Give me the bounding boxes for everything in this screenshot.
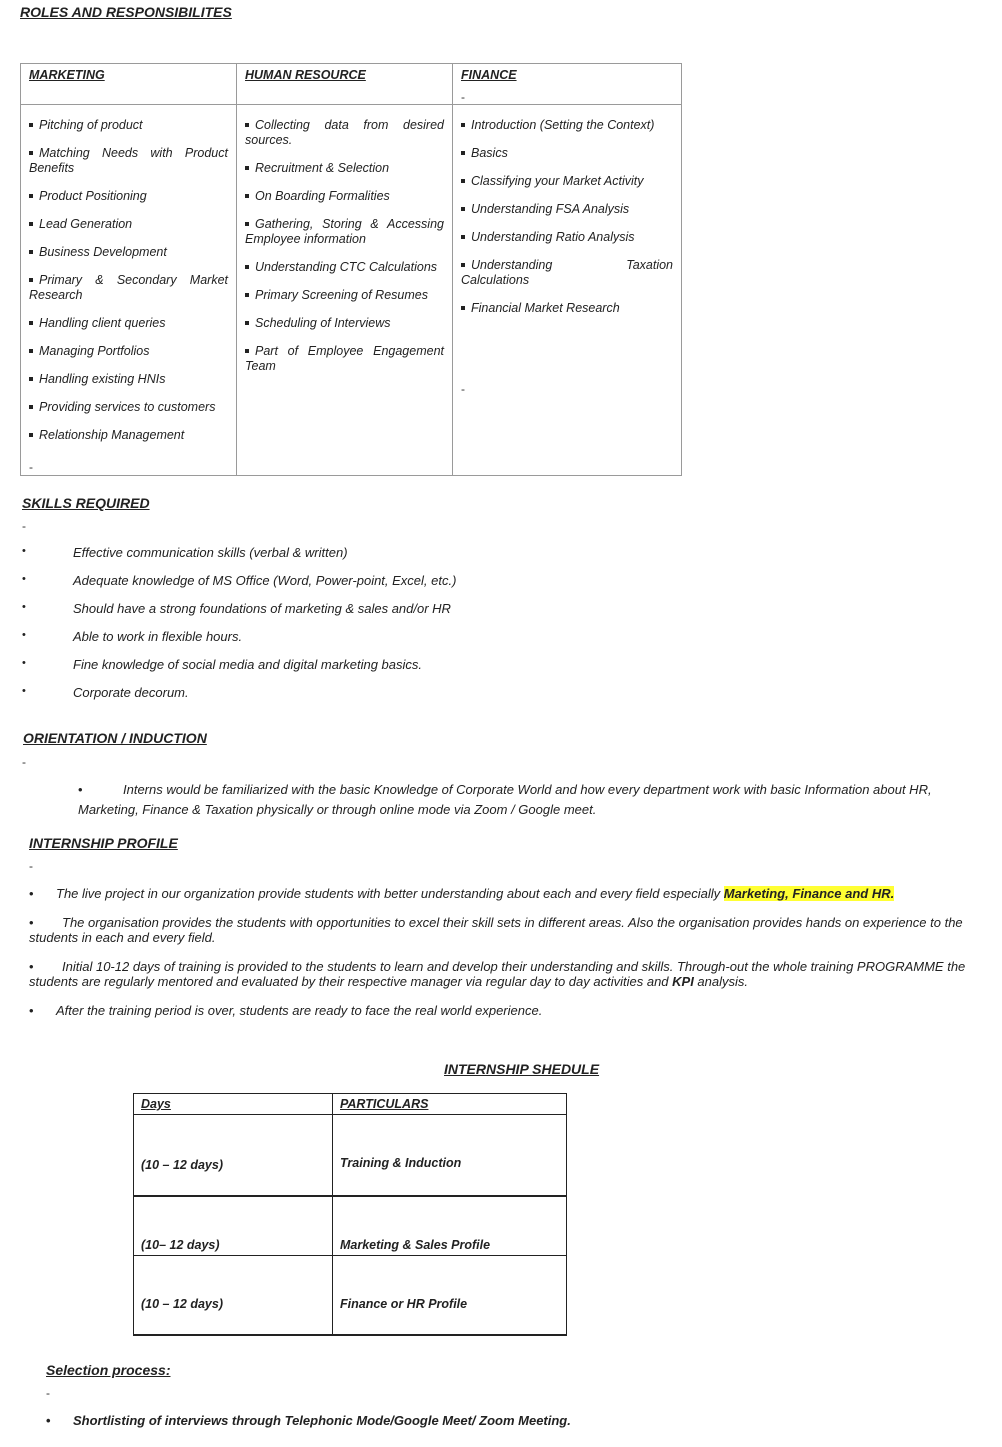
selection-item-1: Shortlisting of interviews through Telephonic Mode/Google Meet/ Zoom Meeting. <box>73 1413 571 1428</box>
finance-item-text: Understanding FSA Analysis <box>471 202 630 216</box>
roles-title: ROLES AND RESPONSIBILITES <box>20 4 232 20</box>
finance-dash-top: - <box>461 90 465 104</box>
profile-p1-text: The live project in our organization provide students with better understanding about each and every field especially <box>56 886 724 901</box>
square-bullet-icon <box>29 349 33 353</box>
skill-bullet-icon: • <box>22 601 26 613</box>
skill-item: Fine knowledge of social media and digital marketing basics. <box>73 657 423 672</box>
square-bullet-icon <box>29 151 33 155</box>
square-bullet-icon <box>29 278 33 282</box>
marketing-dash: - <box>29 460 33 474</box>
finance-list <box>461 118 673 329</box>
finance-item <box>461 118 673 133</box>
schedule-header-days: Days <box>141 1097 171 1111</box>
selection-bullet: • <box>46 1413 51 1428</box>
skill-bullet-icon: • <box>22 545 26 557</box>
marketing-item <box>29 428 228 443</box>
marketing-list <box>29 118 228 456</box>
square-bullet-icon <box>29 405 33 409</box>
skill-item: Should have a strong foundations of marketing & sales and/or HR <box>73 601 451 616</box>
profile-p3-kpi: KPI <box>672 974 694 989</box>
marketing-item <box>29 344 228 359</box>
skill-bullet-icon: • <box>22 629 26 641</box>
profile-p2-line-2: students in each and every field. <box>29 930 216 945</box>
hr-item-text: On Boarding Formalities <box>255 189 390 203</box>
hr-item-text: Primary Screening of Resumes <box>255 288 428 302</box>
finance-item-text: Financial Market Research <box>471 301 620 315</box>
skill-bullet-icon: • <box>22 685 26 697</box>
schedule-row-2-days: (10– 12 days) <box>141 1238 220 1252</box>
skill-item: Corporate decorum. <box>73 685 189 700</box>
marketing-item <box>29 146 228 176</box>
finance-dash-bottom: - <box>461 382 465 396</box>
marketing-item <box>29 273 228 303</box>
orientation-bullet: • <box>78 782 83 797</box>
marketing-item-text: Managing Portfolios <box>39 344 150 358</box>
marketing-item-text: Relationship Management <box>39 428 185 442</box>
skill-item: Effective communication skills (verbal & written) <box>73 545 348 560</box>
hr-item <box>245 217 444 247</box>
marketing-item <box>29 217 228 232</box>
marketing-item-text: Primary & Secondary Market Research <box>29 273 228 302</box>
orientation-title: ORIENTATION / INDUCTION <box>23 730 207 746</box>
square-bullet-icon <box>29 433 33 437</box>
schedule-row-divider-1 <box>134 1195 566 1197</box>
selection-title: Selection process: <box>46 1362 171 1378</box>
schedule-header-divider <box>134 1114 566 1115</box>
skill-bullet-icon: • <box>22 573 26 585</box>
hr-item-text: Recruitment & Selection <box>255 161 390 175</box>
profile-p3-line-1: Initial 10-12 days of training is provided to the students to learn and develop their understanding and skills. Through-out the whole training PROGRAMME the <box>62 959 966 974</box>
square-bullet-icon <box>245 321 249 325</box>
hr-item-text: Scheduling of Interviews <box>255 316 391 330</box>
finance-item <box>461 258 673 288</box>
schedule-column-divider <box>332 1094 333 1334</box>
hr-list <box>245 118 444 387</box>
hr-item-text: Part of Employee Engagement Team <box>245 344 444 373</box>
hr-item <box>245 118 444 148</box>
hr-item <box>245 316 444 331</box>
orientation-line-1: Interns would be familiarized with the basic Knowledge of Corporate World and how every department work with basic Information about HR, <box>123 782 932 797</box>
square-bullet-icon <box>29 194 33 198</box>
profile-bullet-2: • <box>29 915 34 930</box>
square-bullet-icon <box>29 250 33 254</box>
marketing-item <box>29 372 228 387</box>
schedule-table <box>133 1093 567 1336</box>
hr-item-text: Understanding CTC Calculations <box>255 260 438 274</box>
square-bullet-icon <box>245 222 249 226</box>
marketing-item-text: Pitching of product <box>39 118 143 132</box>
hr-item <box>245 161 444 176</box>
square-bullet-icon <box>29 222 33 226</box>
marketing-item <box>29 245 228 260</box>
schedule-title: INTERNSHIP SHEDULE <box>444 1061 600 1077</box>
profile-p3-pre: students are regularly mentored and evaluated by their respective manager via regular day to day activities and <box>29 974 673 989</box>
schedule-row-3-particulars: Finance or HR Profile <box>340 1297 468 1311</box>
marketing-item-text: Providing services to customers <box>39 400 216 414</box>
square-bullet-icon <box>461 123 465 127</box>
finance-item-text: Understanding Taxation Calculations <box>461 258 673 287</box>
profile-p2-line-1: The organisation provides the students with opportunities to excel their skill sets in different areas. Also the organisation provides hands on experience to the <box>62 915 963 930</box>
skills-dash: - <box>22 519 26 533</box>
marketing-item <box>29 118 228 133</box>
finance-item-text: Classifying your Market Activity <box>471 174 644 188</box>
hr-item-text: Gathering, Storing & Accessing Employee information <box>245 217 444 246</box>
orientation-line-2: Marketing, Finance & Taxation physically or through online mode via Zoom / Google meet. <box>78 802 597 817</box>
square-bullet-icon <box>245 293 249 297</box>
square-bullet-icon <box>245 265 249 269</box>
schedule-row-2-particulars: Marketing & Sales Profile <box>340 1238 491 1252</box>
profile-p3-line-2 <box>29 974 748 989</box>
square-bullet-icon <box>245 166 249 170</box>
square-bullet-icon <box>461 235 465 239</box>
square-bullet-icon <box>245 349 249 353</box>
skill-bullet-icon: • <box>22 657 26 669</box>
profile-paragraph-4: After the training period is over, students are ready to face the real world experience. <box>56 1003 543 1018</box>
marketing-item-text: Product Positioning <box>39 189 147 203</box>
finance-item <box>461 146 673 161</box>
finance-item <box>461 202 673 217</box>
profile-p1-highlight: Marketing, Finance and HR. <box>723 886 895 901</box>
profile-p3-post: analysis. <box>693 974 749 989</box>
square-bullet-icon <box>461 306 465 310</box>
hr-item <box>245 189 444 204</box>
roles-table <box>20 63 682 476</box>
square-bullet-icon <box>245 194 249 198</box>
schedule-row-3-days: (10 – 12 days) <box>141 1297 223 1311</box>
square-bullet-icon <box>29 123 33 127</box>
profile-bullet-4: • <box>29 1003 34 1018</box>
hr-header: HUMAN RESOURCE <box>245 68 366 82</box>
orientation-dash: - <box>22 755 26 769</box>
marketing-item <box>29 316 228 331</box>
hr-item <box>245 344 444 374</box>
hr-column <box>237 64 453 475</box>
marketing-header: MARKETING <box>29 68 105 82</box>
finance-item <box>461 301 673 316</box>
schedule-row-divider-2 <box>134 1255 566 1256</box>
finance-item <box>461 174 673 189</box>
finance-item-text: Basics <box>471 146 508 160</box>
hr-item <box>245 260 444 275</box>
hr-item <box>245 288 444 303</box>
square-bullet-icon <box>29 321 33 325</box>
selection-dash: - <box>46 1386 50 1400</box>
skill-item: Able to work in flexible hours. <box>73 629 243 644</box>
profile-title: INTERNSHIP PROFILE <box>29 835 178 851</box>
skill-item: Adequate knowledge of MS Office (Word, Power-point, Excel, etc.) <box>73 573 457 588</box>
marketing-item-text: Handling client queries <box>39 316 166 330</box>
schedule-row-1-days: (10 – 12 days) <box>141 1158 223 1172</box>
marketing-item-text: Business Development <box>39 245 167 259</box>
skills-title: SKILLS REQUIRED <box>22 495 150 511</box>
profile-paragraph-1 <box>56 886 894 901</box>
schedule-header-particulars: PARTICULARS <box>340 1097 429 1111</box>
profile-dash: - <box>29 859 33 873</box>
square-bullet-icon <box>461 179 465 183</box>
hr-item-text: Collecting data from desired sources. <box>245 118 444 147</box>
profile-bullet-1: • <box>29 886 34 901</box>
finance-item-text: Understanding Ratio Analysis <box>471 230 635 244</box>
square-bullet-icon <box>461 263 465 267</box>
marketing-item-text: Handling existing HNIs <box>39 372 166 386</box>
finance-item-text: Introduction (Setting the Context) <box>471 118 655 132</box>
marketing-column <box>21 64 237 475</box>
square-bullet-icon <box>461 151 465 155</box>
marketing-item <box>29 189 228 204</box>
finance-header: FINANCE <box>461 68 517 82</box>
finance-item <box>461 230 673 245</box>
marketing-item <box>29 400 228 415</box>
square-bullet-icon <box>245 123 249 127</box>
profile-bullet-3: • <box>29 959 34 974</box>
marketing-item-text: Lead Generation <box>39 217 133 231</box>
schedule-row-1-particulars: Training & Induction <box>340 1156 462 1170</box>
square-bullet-icon <box>461 207 465 211</box>
square-bullet-icon <box>29 377 33 381</box>
marketing-item-text: Matching Needs with Product Benefits <box>29 146 228 175</box>
finance-column <box>453 64 681 475</box>
